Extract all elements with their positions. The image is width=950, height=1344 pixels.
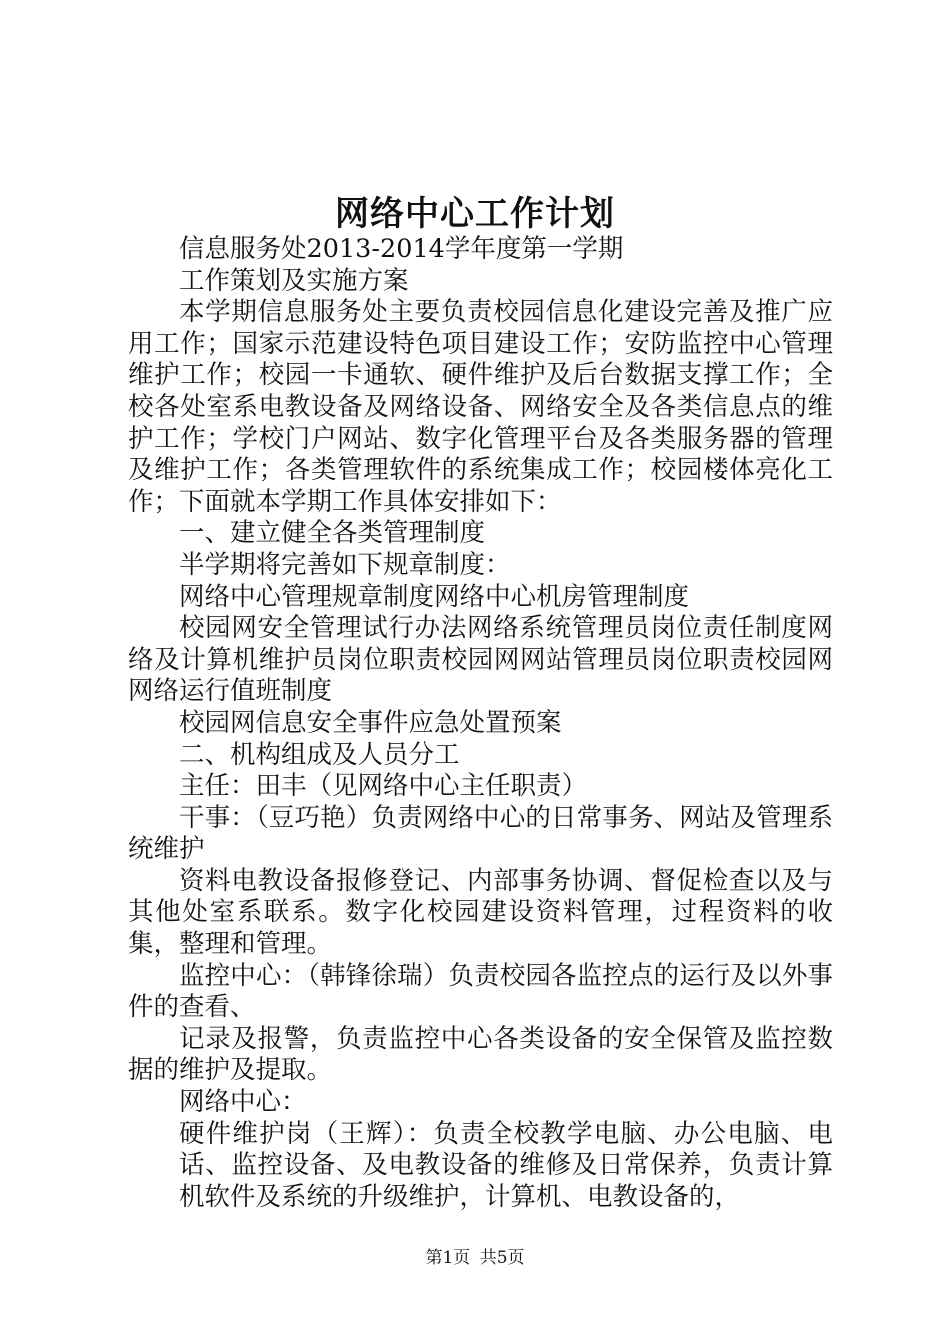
document-title: 网络中心工作计划	[335, 194, 615, 234]
paragraph-intro: 本学期信息服务处主要负责校园信息化建设完善及推广应用工作；国家示范建设特色项目建设工作；安防监控中心管理维护工作；校园一卡通软、硬件维护及后台数据支撑工作；全校各处室系电教设备及网络设备、网络安全及各类信息点的维护工作；学校门户网站、数字化管理平台及各类服务器的管理及维护工作；各类管理软件的系统集成工作；校园楼体亮化工作；下面就本学期工作具体安排如下：	[128, 297, 833, 517]
paragraph-subtitle: 工作策划及实施方案	[179, 265, 409, 296]
paragraph-network-center: 网络中心：	[179, 1087, 307, 1118]
paragraph-rules-list-2: 校园网安全管理试行办法网络系统管理员岗位责任制度网络及计算机维护员岗位职责校园网网站管理员岗位职责校园网网络运行值班制度	[128, 613, 833, 707]
document-body	[128, 234, 833, 1213]
page-total: 共5页	[479, 1248, 525, 1268]
paragraph-rules-list-3: 校园网信息安全事件应急处置预案	[179, 707, 562, 738]
paragraph-rules-intro: 半学期将完善如下规章制度：	[179, 549, 511, 580]
paragraph-monitoring-center: 监控中心：（韩锋徐瑞）负责校园各监控点的运行及以外事件的查看、	[128, 960, 833, 1023]
paragraph-monitoring-duties: 记录及报警，负责监控中心各类设备的安全保管及监控数据的维护及提取。	[128, 1023, 833, 1086]
paragraph-officer: 干事：（豆巧艳）负责网络中心的日常事务、网站及管理系统维护	[128, 802, 833, 865]
paragraph-hardware-maintenance: 硬件维护岗（王辉）：负责全校教学电脑、办公电脑、电话、监控设备、及电教设备的维修及日常保养，负责计算机软件及系统的升级维护，计算机、电教设备的，	[179, 1118, 833, 1212]
heading-section-2: 二、机构组成及人员分工	[179, 739, 460, 770]
paragraph-director: 主任：田丰（见网络中心主任职责）	[179, 771, 588, 802]
page-footer	[0, 1243, 950, 1268]
page-number: 第1页	[425, 1248, 471, 1268]
paragraph-rules-list-1: 网络中心管理规章制度网络中心机房管理制度	[179, 581, 690, 612]
heading-section-1: 一、建立健全各类管理制度	[179, 518, 486, 549]
paragraph-dept-term: 信息服务处2013-2014学年度第一学期	[179, 234, 624, 264]
paragraph-officer-duties: 资料电教设备报修登记、内部事务协调、督促检查以及与其他处室系联系。数字化校园建设资料管理，过程资料的收集，整理和管理。	[128, 865, 833, 960]
